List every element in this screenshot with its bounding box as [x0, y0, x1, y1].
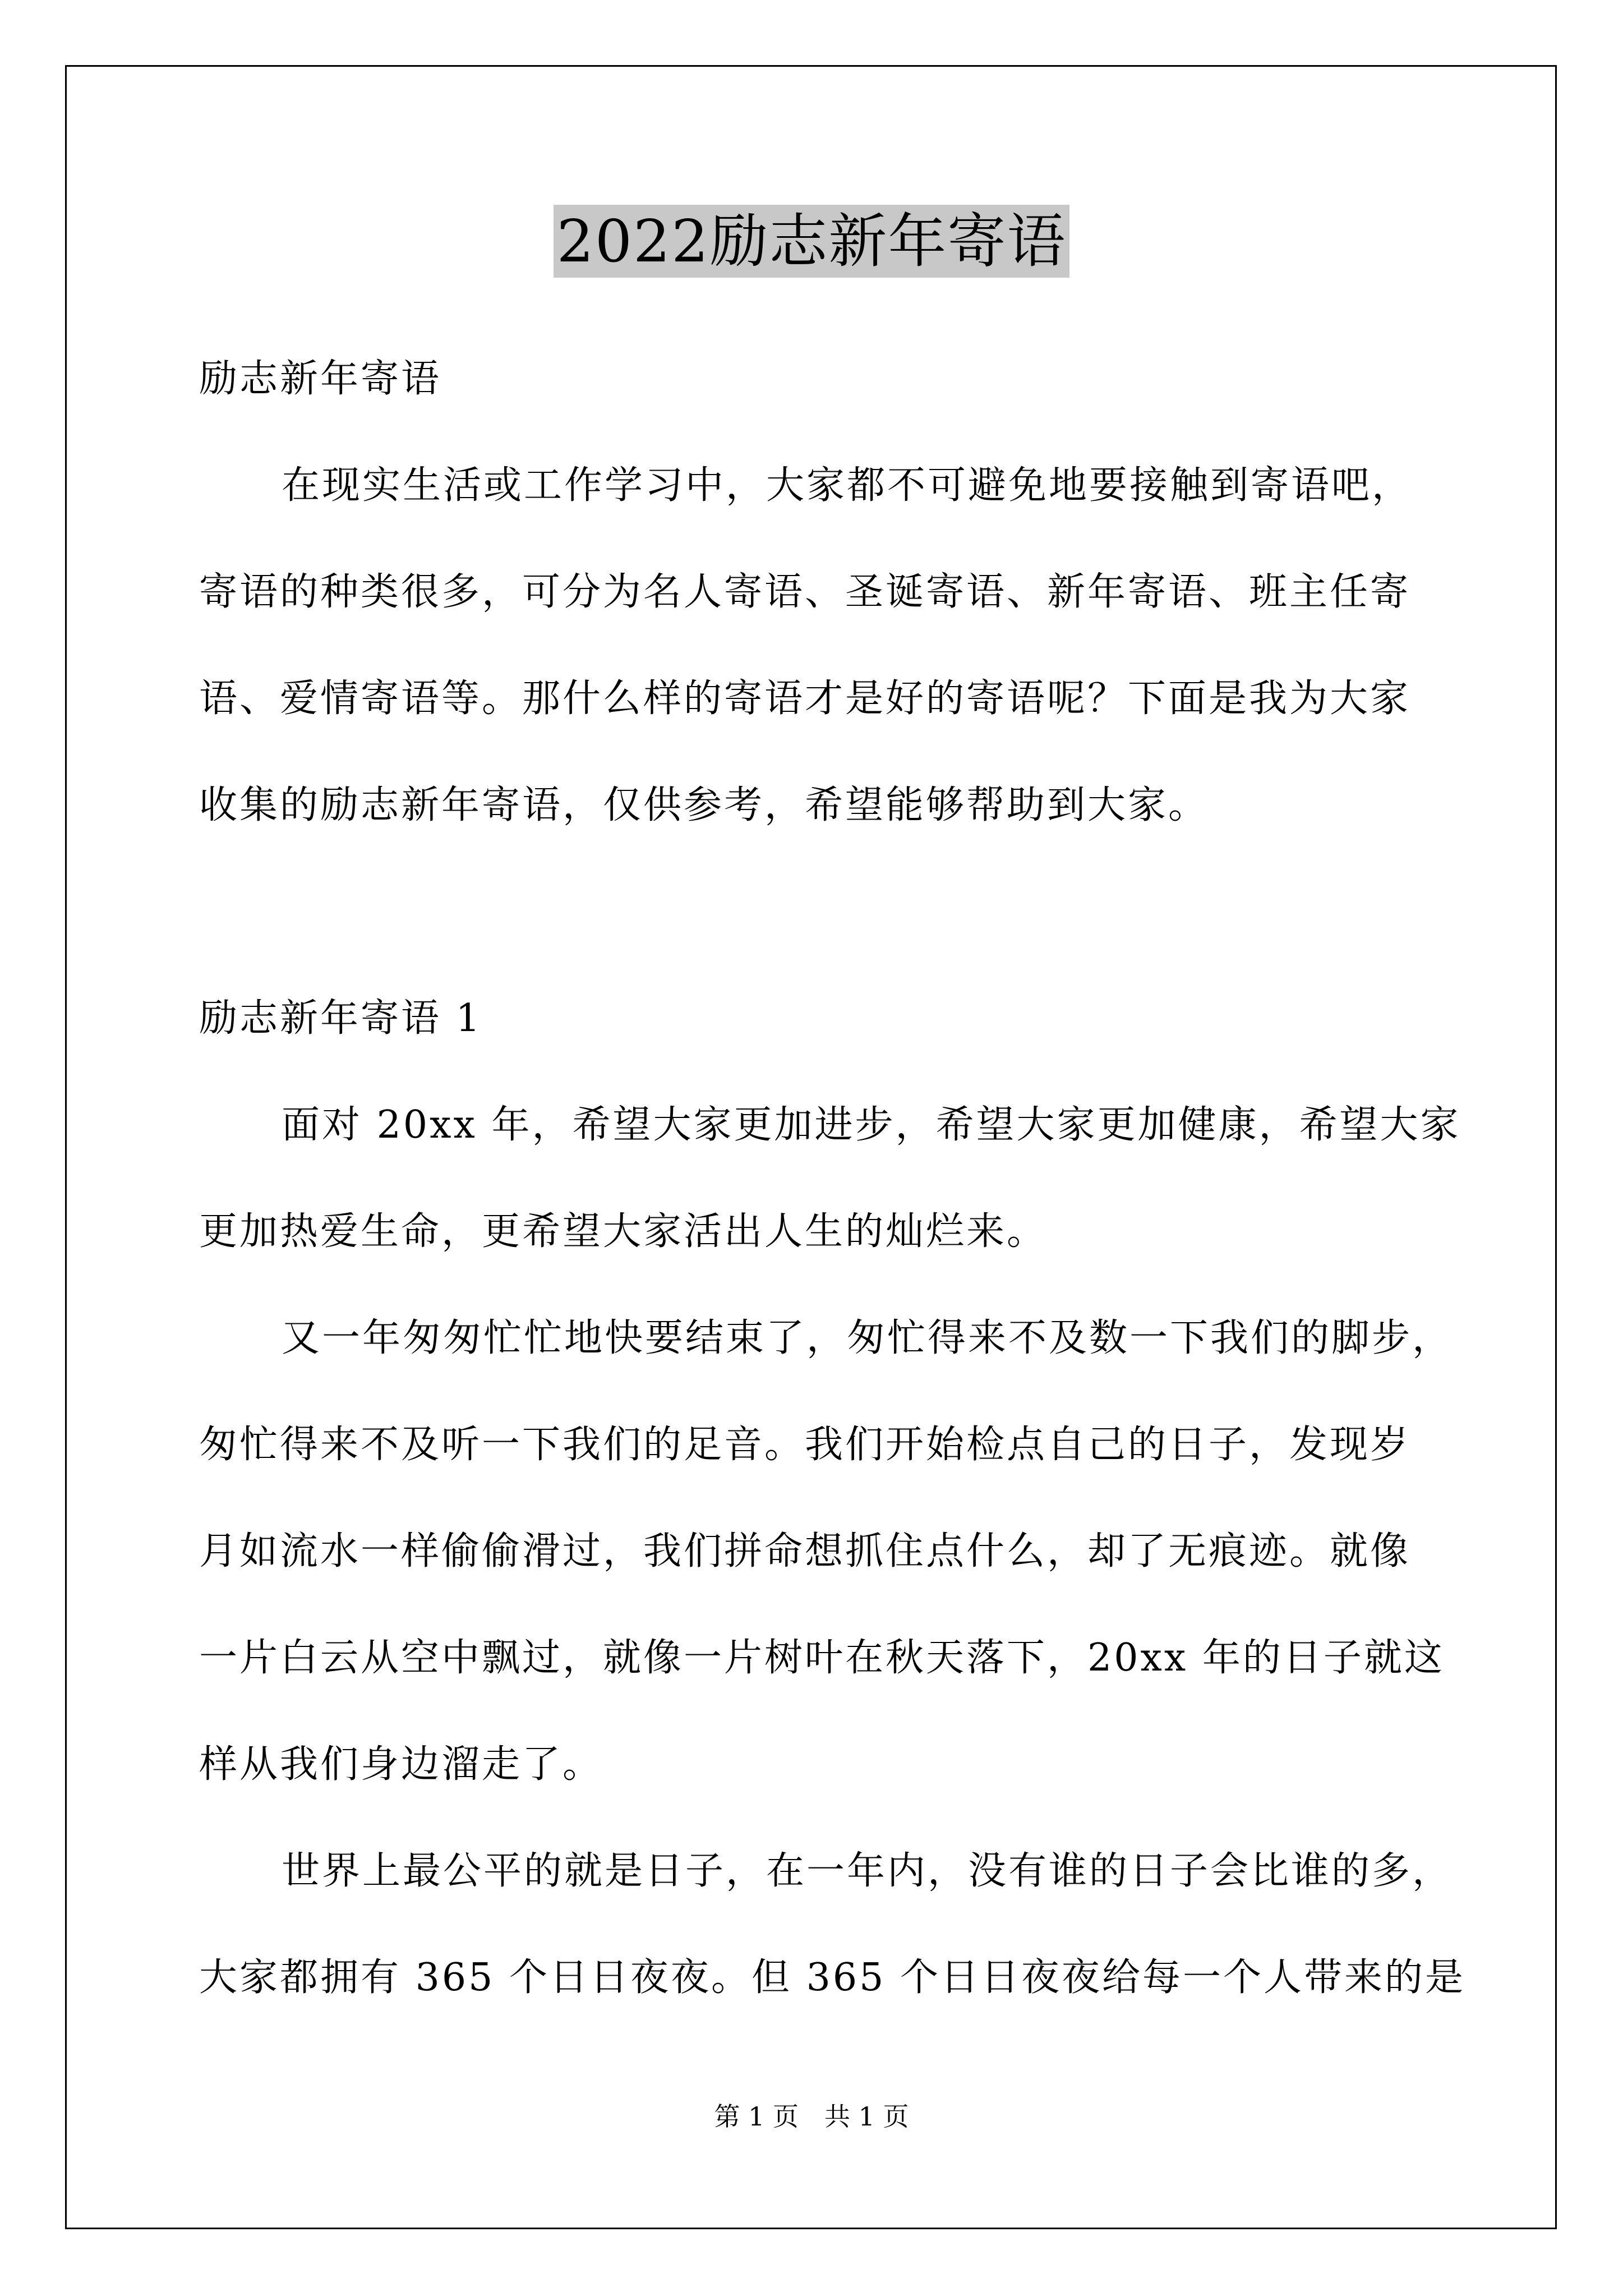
paragraph-line: 匆忙得来不及听一下我们的足音。我们开始检点自己的日子，发现岁 [199, 1423, 1411, 1467]
intro-line: 寄语的种类很多，可分为名人寄语、圣诞寄语、新年寄语、班主任寄 [199, 570, 1411, 614]
intro-line: 收集的励志新年寄语，仅供参考，希望能够帮助到大家。 [199, 783, 1209, 827]
paragraph-line: 又一年匆匆忙忙地快要结束了，匆忙得来不及数一下我们的脚步， [282, 1316, 1453, 1360]
intro-line: 在现实生活或工作学习中，大家都不可避免地要接触到寄语吧， [282, 463, 1413, 508]
paragraph-line: 大家都拥有 365 个日日夜夜。但 365 个日日夜夜给每一个人带来的是 [199, 1955, 1466, 2000]
paragraph-line: 样从我们身边溜走了。 [199, 1742, 603, 1787]
paragraph-line: 月如流水一样偷偷滑过，我们拼命想抓住点什么，却了无痕迹。就像 [199, 1529, 1411, 1573]
document-title: 2022励志新年寄语 [554, 205, 1070, 278]
section-heading: 励志新年寄语 [199, 357, 442, 401]
paragraph-line: 世界上最公平的就是日子，在一年内，没有谁的日子会比谁的多， [282, 1849, 1453, 1893]
paragraph-line: 一片白云从空中飘过，就像一片树叶在秋天落下，20xx 年的日子就这 [199, 1636, 1445, 1680]
subheading: 励志新年寄语 1 [199, 996, 482, 1041]
intro-line: 语、爱情寄语等。那什么样的寄语才是好的寄语呢？下面是我为大家 [199, 677, 1411, 721]
paragraph-line: 更加热爱生命，更希望大家活出人生的灿烂来。 [199, 1209, 1048, 1254]
paragraph-line: 面对 20xx 年，希望大家更加进步，希望大家更加健康，希望大家 [282, 1103, 1461, 1147]
page-number-footer: 第 1 页 共 1 页 [714, 2101, 909, 2132]
title-container [0, 205, 1623, 278]
